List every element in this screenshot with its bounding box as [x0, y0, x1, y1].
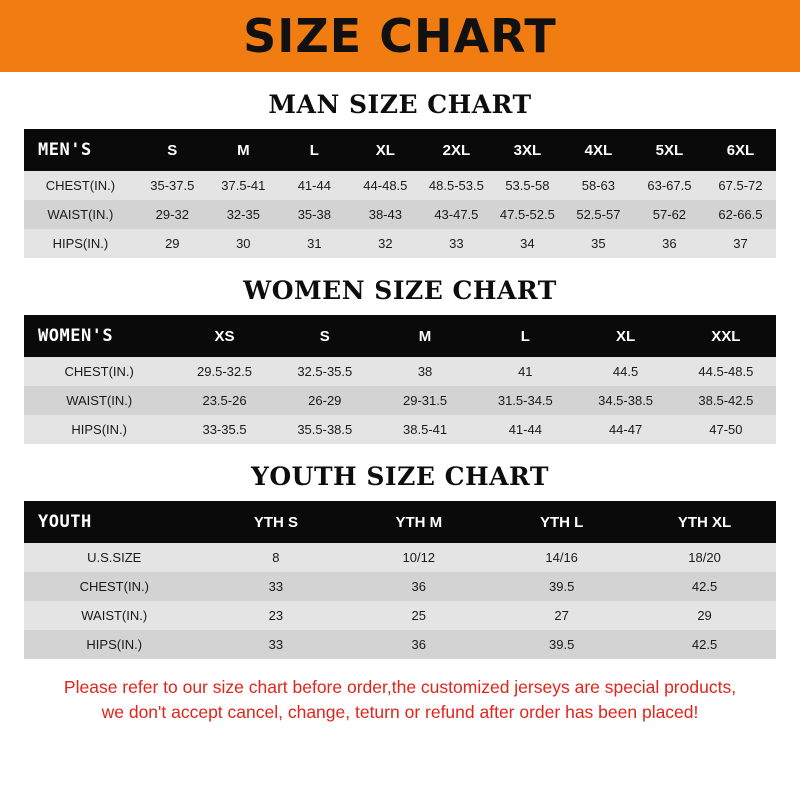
men-hips-1: 29 [137, 229, 208, 258]
table-row [24, 357, 776, 386]
men-corner-label: MEN'S [24, 129, 137, 171]
youth-col-2: YTH M [347, 501, 490, 543]
women-waist-1: 23.5-26 [174, 386, 274, 415]
women-col-6: XXL [676, 315, 776, 357]
youth-row-label-waist: WAIST(IN.) [24, 601, 204, 630]
footer-line-1: Please refer to our size chart before order,the customized jerseys are special products, [63, 677, 737, 697]
men-table-head [24, 129, 776, 171]
men-row-label-hips: HIPS(IN.) [24, 229, 137, 258]
page-title: SIZE CHART [243, 9, 557, 63]
youth-chest-3: 39.5 [490, 572, 633, 601]
men-hips-4: 32 [350, 229, 421, 258]
men-waist-9: 62-66.5 [705, 200, 776, 229]
men-col-7: 4XL [563, 129, 634, 171]
youth-chest-2: 36 [347, 572, 490, 601]
men-waist-5: 43-47.5 [421, 200, 492, 229]
men-hips-6: 34 [492, 229, 563, 258]
men-chest-9: 67.5-72 [705, 171, 776, 200]
table-row [24, 386, 776, 415]
men-col-2: M [208, 129, 279, 171]
youth-row-label-ussize: U.S.SIZE [24, 543, 204, 572]
women-waist-2: 26-29 [275, 386, 375, 415]
table-row [24, 601, 776, 630]
youth-table-head [24, 501, 776, 543]
youth-col-4: YTH XL [633, 501, 776, 543]
youth-chest-1: 33 [204, 572, 347, 601]
youth-row-label-hips: HIPS(IN.) [24, 630, 204, 659]
men-chest-1: 35-37.5 [137, 171, 208, 200]
table-row [24, 630, 776, 659]
youth-col-3: YTH L [490, 501, 633, 543]
men-hips-5: 33 [421, 229, 492, 258]
men-waist-6: 47.5-52.5 [492, 200, 563, 229]
youth-chest-4: 42.5 [633, 572, 776, 601]
table-header-row [24, 315, 776, 357]
women-hips-1: 33-35.5 [174, 415, 274, 444]
section-youth [24, 462, 776, 659]
youth-hips-4: 42.5 [633, 630, 776, 659]
youth-waist-1: 23 [204, 601, 347, 630]
section-title-men: MAN SIZE CHART [268, 90, 532, 119]
women-col-4: L [475, 315, 575, 357]
women-row-label-waist: WAIST(IN.) [24, 386, 174, 415]
section-title-youth: YOUTH SIZE CHART [251, 462, 549, 491]
men-chest-6: 53.5-58 [492, 171, 563, 200]
table-row [24, 229, 776, 258]
men-hips-8: 36 [634, 229, 705, 258]
men-col-4: XL [350, 129, 421, 171]
women-size-table [24, 315, 776, 444]
women-table-head [24, 315, 776, 357]
men-chest-8: 63-67.5 [634, 171, 705, 200]
youth-corner-label: YOUTH [24, 501, 204, 543]
women-chest-2: 32.5-35.5 [275, 357, 375, 386]
men-hips-3: 31 [279, 229, 350, 258]
women-chest-4: 41 [475, 357, 575, 386]
women-chest-3: 38 [375, 357, 475, 386]
men-table-body [24, 171, 776, 258]
women-chest-1: 29.5-32.5 [174, 357, 274, 386]
men-waist-8: 57-62 [634, 200, 705, 229]
women-col-1: XS [174, 315, 274, 357]
women-waist-3: 29-31.5 [375, 386, 475, 415]
men-waist-3: 35-38 [279, 200, 350, 229]
women-col-3: M [375, 315, 475, 357]
women-hips-3: 38.5-41 [375, 415, 475, 444]
men-row-label-waist: WAIST(IN.) [24, 200, 137, 229]
youth-ussize-1: 8 [204, 543, 347, 572]
women-hips-5: 44-47 [575, 415, 675, 444]
table-row [24, 415, 776, 444]
men-col-3: L [279, 129, 350, 171]
youth-waist-3: 27 [490, 601, 633, 630]
men-chest-2: 37.5-41 [208, 171, 279, 200]
table-row [24, 572, 776, 601]
men-waist-7: 52.5-57 [563, 200, 634, 229]
section-title-women: WOMEN SIZE CHART [243, 276, 557, 305]
women-col-2: S [275, 315, 375, 357]
youth-row-label-chest: CHEST(IN.) [24, 572, 204, 601]
youth-ussize-2: 10/12 [347, 543, 490, 572]
men-chest-5: 48.5-53.5 [421, 171, 492, 200]
men-waist-4: 38-43 [350, 200, 421, 229]
charts-container [0, 90, 800, 726]
women-row-label-chest: CHEST(IN.) [24, 357, 174, 386]
men-col-6: 3XL [492, 129, 563, 171]
men-col-9: 6XL [705, 129, 776, 171]
women-waist-4: 31.5-34.5 [475, 386, 575, 415]
women-chest-6: 44.5-48.5 [676, 357, 776, 386]
men-hips-2: 30 [208, 229, 279, 258]
section-men [24, 90, 776, 258]
youth-hips-3: 39.5 [490, 630, 633, 659]
table-header-row [24, 129, 776, 171]
youth-table-body [24, 543, 776, 659]
header-banner [0, 0, 800, 72]
footer-disclaimer [24, 675, 776, 726]
men-col-1: S [137, 129, 208, 171]
women-col-5: XL [575, 315, 675, 357]
youth-waist-2: 25 [347, 601, 490, 630]
men-chest-3: 41-44 [279, 171, 350, 200]
footer-line-2: we don't accept cancel, change, teturn or refund after order has been placed! [101, 702, 699, 723]
women-hips-6: 47-50 [676, 415, 776, 444]
women-hips-2: 35.5-38.5 [275, 415, 375, 444]
men-col-5: 2XL [421, 129, 492, 171]
men-row-label-chest: CHEST(IN.) [24, 171, 137, 200]
men-size-table [24, 129, 776, 258]
youth-col-1: YTH S [204, 501, 347, 543]
women-corner-label: WOMEN'S [24, 315, 174, 357]
men-waist-2: 32-35 [208, 200, 279, 229]
men-chest-7: 58-63 [563, 171, 634, 200]
men-chest-4: 44-48.5 [350, 171, 421, 200]
youth-hips-2: 36 [347, 630, 490, 659]
youth-size-table [24, 501, 776, 659]
youth-waist-4: 29 [633, 601, 776, 630]
women-row-label-hips: HIPS(IN.) [24, 415, 174, 444]
section-women [24, 276, 776, 444]
women-chest-5: 44.5 [575, 357, 675, 386]
women-hips-4: 41-44 [475, 415, 575, 444]
women-table-body [24, 357, 776, 444]
men-col-8: 5XL [634, 129, 705, 171]
men-hips-7: 35 [563, 229, 634, 258]
table-row [24, 200, 776, 229]
youth-ussize-4: 18/20 [633, 543, 776, 572]
men-hips-9: 37 [705, 229, 776, 258]
youth-hips-1: 33 [204, 630, 347, 659]
women-waist-6: 38.5-42.5 [676, 386, 776, 415]
men-waist-1: 29-32 [137, 200, 208, 229]
youth-ussize-3: 14/16 [490, 543, 633, 572]
table-header-row [24, 501, 776, 543]
table-row [24, 543, 776, 572]
women-waist-5: 34.5-38.5 [575, 386, 675, 415]
table-row [24, 171, 776, 200]
